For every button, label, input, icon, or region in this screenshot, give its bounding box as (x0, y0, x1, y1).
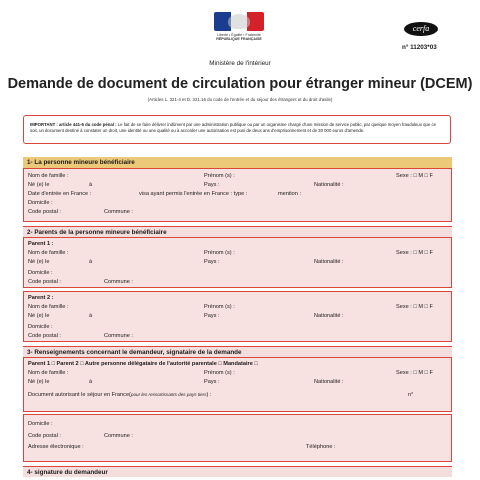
s3-sexe-field[interactable]: Sexe : □ M □ F (396, 370, 433, 376)
s3-numero-field[interactable]: n° (408, 392, 414, 398)
s3-role-choice[interactable]: Parent 1 □ Parent 2 □ Autre personne délégataire de l'autorité parentale □ Mandataire □ (28, 361, 258, 367)
s3-document-field[interactable]: Document autorisant le séjour en France(pour les ressortissants des pays tiers) : (28, 392, 212, 398)
p1-commune-field[interactable]: Commune : (104, 279, 133, 285)
s3-pays-field[interactable]: Pays : (204, 379, 220, 385)
s1-date-entree-field[interactable]: Date d'entrée en France : (28, 191, 92, 197)
p2-domicile-field[interactable]: Domicile : (28, 324, 53, 330)
s3-prenom-field[interactable]: Prénom (s) : (204, 370, 235, 376)
s1-nom-field[interactable]: Nom de famille : (28, 173, 69, 179)
p2-pays-field[interactable]: Pays : (204, 313, 220, 319)
section1-box (23, 168, 452, 222)
s1-nationalite-field[interactable]: Nationalité : (314, 182, 344, 188)
section4-header: 4- signature du demandeur (23, 466, 452, 477)
section2-header: 2- Parents de la personne mineure bénéficiaire (23, 226, 452, 237)
s1-visa-field[interactable]: visa ayant permis l'entrée en France : type : (139, 191, 248, 197)
s3-code-postal-field[interactable]: Code postal : (28, 433, 61, 439)
s3-document-note: pour les ressortissants des pays tiers (130, 392, 207, 397)
s3-domicile-field[interactable]: Domicile : (28, 421, 53, 427)
p1-pays-field[interactable]: Pays : (204, 259, 220, 265)
p1-ne-le-field[interactable]: Né (e) le (28, 259, 50, 265)
parent1-label: Parent 1 : (28, 241, 54, 247)
p1-sexe-field[interactable]: Sexe : □ M □ F (396, 250, 433, 256)
p1-prenom-field[interactable]: Prénom (s) : (204, 250, 235, 256)
parent1-box (23, 237, 452, 288)
cerfa-number: n° 11203*03 (402, 44, 437, 51)
ministry-name: Ministère de l'intérieur (209, 60, 271, 67)
form-title: Demande de document de circulation pour étranger mineur (DCEM) (7, 76, 473, 92)
p2-code-postal-field[interactable]: Code postal : (28, 333, 61, 339)
p2-sexe-field[interactable]: Sexe : □ M □ F (396, 304, 433, 310)
s1-prenom-field[interactable]: Prénom (s) : (204, 173, 235, 179)
s3-a-field[interactable]: à (89, 379, 93, 385)
important-notice (23, 115, 451, 144)
s1-a-field[interactable]: à (89, 182, 93, 188)
p1-nationalite-field[interactable]: Nationalité : (314, 259, 344, 265)
p2-nom-field[interactable]: Nom de famille : (28, 304, 69, 310)
s1-mention-field[interactable]: mention : (278, 191, 302, 197)
cerfa-logo: cerfa (404, 22, 438, 36)
s3-nationalite-field[interactable]: Nationalité : (314, 379, 344, 385)
legal-reference: (Articles L. 321-4 et D. 321.16 du code de l'entrée et du séjour des étrangers et du droit d'asile) (147, 97, 333, 102)
p2-commune-field[interactable]: Commune : (104, 333, 133, 339)
p1-nom-field[interactable]: Nom de famille : (28, 250, 69, 256)
demandeur-box (23, 357, 452, 412)
p2-nationalite-field[interactable]: Nationalité : (314, 313, 344, 319)
s3-telephone-field[interactable]: Téléphone : (306, 444, 336, 450)
important-label: IMPORTANT : article 441-6 du code pénal : (30, 122, 117, 127)
p1-a-field[interactable]: à (89, 259, 93, 265)
p2-a-field[interactable]: à (89, 313, 93, 319)
s1-commune-field[interactable]: Commune : (104, 209, 133, 215)
p2-ne-le-field[interactable]: Né (e) le (28, 313, 50, 319)
s1-sexe-field[interactable]: Sexe : □ M □ F (396, 173, 433, 179)
parent2-box (23, 291, 452, 342)
p1-code-postal-field[interactable]: Code postal : (28, 279, 61, 285)
section1-header: 1- La personne mineure bénéficiaire (23, 157, 452, 168)
s3-commune-field[interactable]: Commune : (104, 433, 133, 439)
s3-email-field[interactable]: Adresse électronique : (28, 444, 84, 450)
demandeur-address-box (23, 414, 452, 462)
s3-nom-field[interactable]: Nom de famille : (28, 370, 69, 376)
section3-header: 3- Renseignements concernant le demandeur, signataire de la demande (23, 346, 452, 357)
marianne-logo (212, 12, 266, 42)
republic-motto: Liberté • Égalité • Fraternité RÉPUBLIQUE FRANÇAISE (216, 33, 262, 42)
important-text: Le fait de se faire délivrer indûment par une administration publique ou par un organisme chargé d'une mission de service public, par quelque moyen frauduleux que ce soit, un document destiné à constater un droit, une identité ou une qualité ou à accorder une autorisation est puni de deux ans d'emprisonnement et de 30 000 euros d'amende. (30, 122, 437, 133)
s1-domicile-field[interactable]: Domicile : (28, 200, 53, 206)
p2-prenom-field[interactable]: Prénom (s) : (204, 304, 235, 310)
parent2-label: Parent 2 : (28, 295, 54, 301)
p1-domicile-field[interactable]: Domicile : (28, 270, 53, 276)
s1-ne-le-field[interactable]: Né (e) le (28, 182, 50, 188)
s3-ne-le-field[interactable]: Né (e) le (28, 379, 50, 385)
s1-pays-field[interactable]: Pays : (204, 182, 220, 188)
french-flag-icon (214, 12, 264, 31)
s1-code-postal-field[interactable]: Code postal : (28, 209, 61, 215)
